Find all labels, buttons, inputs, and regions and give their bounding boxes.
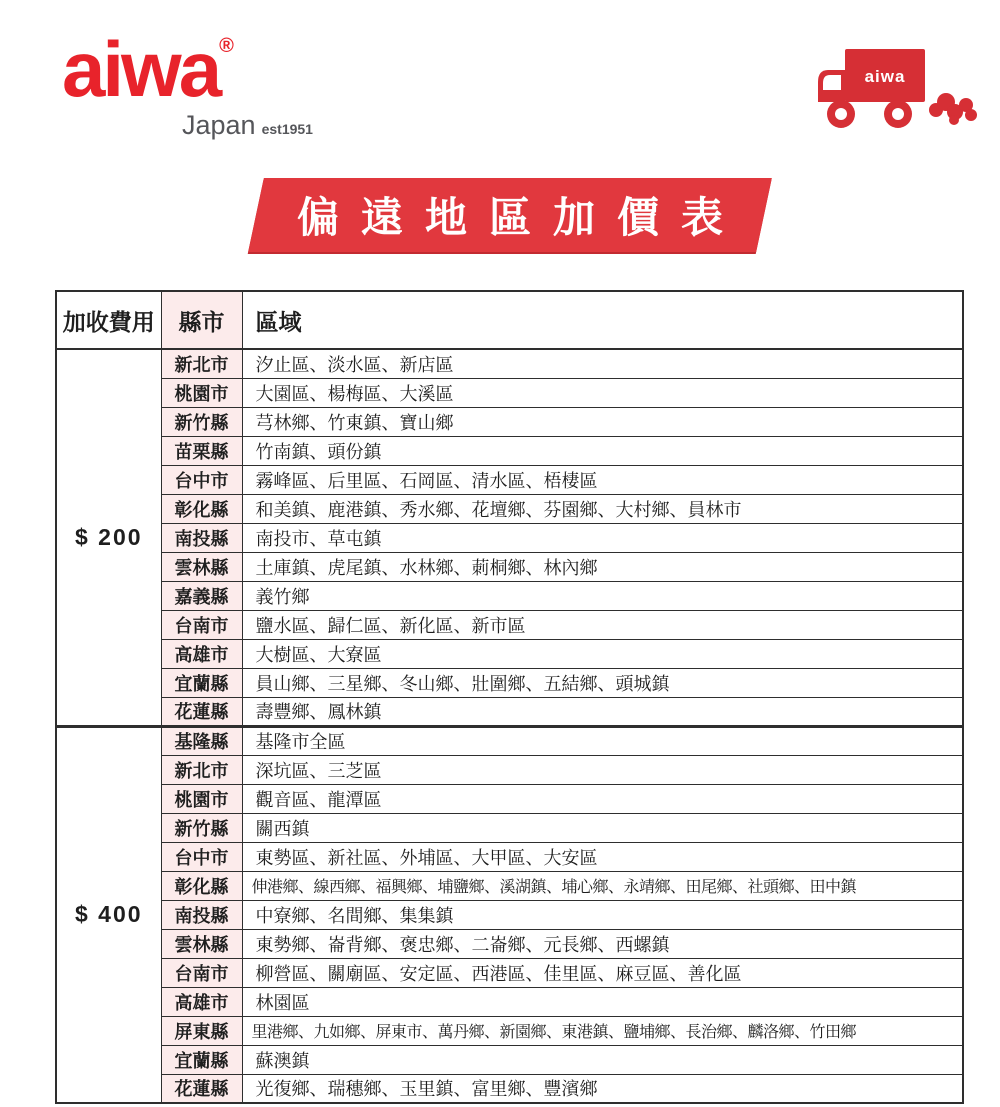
table-row <box>56 697 963 726</box>
county-cell: 彰化縣 <box>161 871 242 900</box>
region-cell: 義竹鄉 <box>242 581 963 610</box>
county-cell: 台南市 <box>161 610 242 639</box>
page-title: 偏遠地區加價表 <box>296 194 745 241</box>
county-cell: 新北市 <box>161 349 242 378</box>
region-cell: 芎林鄉、竹東鎮、寶山鄉 <box>242 407 963 436</box>
table-row <box>56 929 963 958</box>
fee-amount-cell: $ 200 <box>56 349 161 726</box>
region-cell: 霧峰區、后里區、石岡區、清水區、梧棲區 <box>242 465 963 494</box>
table-row <box>56 668 963 697</box>
title-banner <box>248 178 772 252</box>
logo-country-text: Japan <box>182 110 256 140</box>
table-row <box>56 784 963 813</box>
header-county: 縣市 <box>161 291 242 349</box>
logo-subtitle <box>182 110 313 141</box>
county-cell: 雲林縣 <box>161 552 242 581</box>
aiwa-brand-text: aiwa <box>62 25 220 113</box>
region-cell: 蘇澳鎮 <box>242 1045 963 1074</box>
county-cell: 花蓮縣 <box>161 1074 242 1103</box>
table-row <box>56 523 963 552</box>
table-row <box>56 465 963 494</box>
region-cell: 員山鄉、三星鄉、冬山鄉、壯圍鄉、五結鄉、頭城鎮 <box>242 668 963 697</box>
table-row <box>56 958 963 987</box>
county-cell: 基隆縣 <box>161 726 242 755</box>
table-row <box>56 1074 963 1103</box>
fee-table-body <box>56 349 963 1103</box>
table-row <box>56 987 963 1016</box>
delivery-truck-icon <box>808 42 978 142</box>
region-cell: 東勢鄉、崙背鄉、褒忠鄉、二崙鄉、元長鄉、西螺鎮 <box>242 929 963 958</box>
table-row <box>56 581 963 610</box>
truck-brand-label: aiwa <box>864 67 906 86</box>
region-cell: 柳營區、關廟區、安定區、西港區、佳里區、麻豆區、善化區 <box>242 958 963 987</box>
region-cell: 林園區 <box>242 987 963 1016</box>
table-header-row <box>56 291 963 349</box>
table-row <box>56 436 963 465</box>
county-cell: 嘉義縣 <box>161 581 242 610</box>
county-cell: 台中市 <box>161 842 242 871</box>
aiwa-logo <box>62 25 313 141</box>
table-row <box>56 349 963 378</box>
county-cell: 南投縣 <box>161 900 242 929</box>
region-cell: 大樹區、大寮區 <box>242 639 963 668</box>
table-row <box>56 813 963 842</box>
county-cell: 台中市 <box>161 465 242 494</box>
region-cell: 關西鎮 <box>242 813 963 842</box>
region-cell: 基隆市全區 <box>242 726 963 755</box>
region-cell: 光復鄉、瑞穗鄉、玉里鎮、富里鄉、豐濱鄉 <box>242 1074 963 1103</box>
table-row <box>56 639 963 668</box>
region-cell: 伸港鄉、線西鄉、福興鄉、埔鹽鄉、溪湖鎮、埔心鄉、永靖鄉、田尾鄉、社頭鄉、田中鎮 <box>242 871 963 900</box>
region-cell: 深坑區、三芝區 <box>242 755 963 784</box>
table-row <box>56 900 963 929</box>
county-cell: 台南市 <box>161 958 242 987</box>
truck-cab-window <box>823 75 841 90</box>
region-cell: 汐止區、淡水區、新店區 <box>242 349 963 378</box>
county-cell: 新竹縣 <box>161 813 242 842</box>
aiwa-wordmark <box>62 25 313 113</box>
table-row <box>56 1045 963 1074</box>
county-cell: 花蓮縣 <box>161 697 242 726</box>
surcharge-table <box>55 290 962 1104</box>
region-cell: 中寮鄉、名間鄉、集集鎮 <box>242 900 963 929</box>
county-cell: 宜蘭縣 <box>161 1045 242 1074</box>
table-row <box>56 378 963 407</box>
region-cell: 東勢區、新社區、外埔區、大甲區、大安區 <box>242 842 963 871</box>
table-row <box>56 755 963 784</box>
region-cell: 里港鄉、九如鄉、屏東市、萬丹鄉、新園鄉、東港鎮、鹽埔鄉、長治鄉、麟洛鄉、竹田鄉 <box>242 1016 963 1045</box>
table-row <box>56 726 963 755</box>
county-cell: 桃園市 <box>161 784 242 813</box>
county-cell: 高雄市 <box>161 987 242 1016</box>
county-cell: 南投縣 <box>161 523 242 552</box>
county-cell: 苗栗縣 <box>161 436 242 465</box>
county-cell: 新竹縣 <box>161 407 242 436</box>
county-cell: 高雄市 <box>161 639 242 668</box>
region-cell: 鹽水區、歸仁區、新化區、新市區 <box>242 610 963 639</box>
county-cell: 雲林縣 <box>161 929 242 958</box>
table-row <box>56 407 963 436</box>
table-row <box>56 552 963 581</box>
county-cell: 屏東縣 <box>161 1016 242 1045</box>
county-cell: 新北市 <box>161 755 242 784</box>
county-cell: 桃園市 <box>161 378 242 407</box>
county-cell: 宜蘭縣 <box>161 668 242 697</box>
header-fee: 加收費用 <box>56 291 161 349</box>
table-row <box>56 494 963 523</box>
region-cell: 土庫鎮、虎尾鎮、水林鄉、莿桐鄉、林內鄉 <box>242 552 963 581</box>
registered-trademark-symbol: ® <box>219 35 234 57</box>
table-row <box>56 871 963 900</box>
fee-amount-cell: $ 400 <box>56 726 161 1103</box>
logo-est-text: est1951 <box>261 121 313 137</box>
region-cell: 和美鎮、鹿港鎮、秀水鄉、花壇鄉、芬園鄉、大村鄉、員林市 <box>242 494 963 523</box>
table-row <box>56 842 963 871</box>
region-cell: 壽豐鄉、鳳林鎮 <box>242 697 963 726</box>
table-row <box>56 610 963 639</box>
region-cell: 大園區、楊梅區、大溪區 <box>242 378 963 407</box>
header-region: 區域 <box>242 291 963 349</box>
region-cell: 南投市、草屯鎮 <box>242 523 963 552</box>
region-cell: 觀音區、龍潭區 <box>242 784 963 813</box>
smoke-puffs-icon <box>929 93 977 125</box>
county-cell: 彰化縣 <box>161 494 242 523</box>
region-cell: 竹南鎮、頭份鎮 <box>242 436 963 465</box>
table-row <box>56 1016 963 1045</box>
